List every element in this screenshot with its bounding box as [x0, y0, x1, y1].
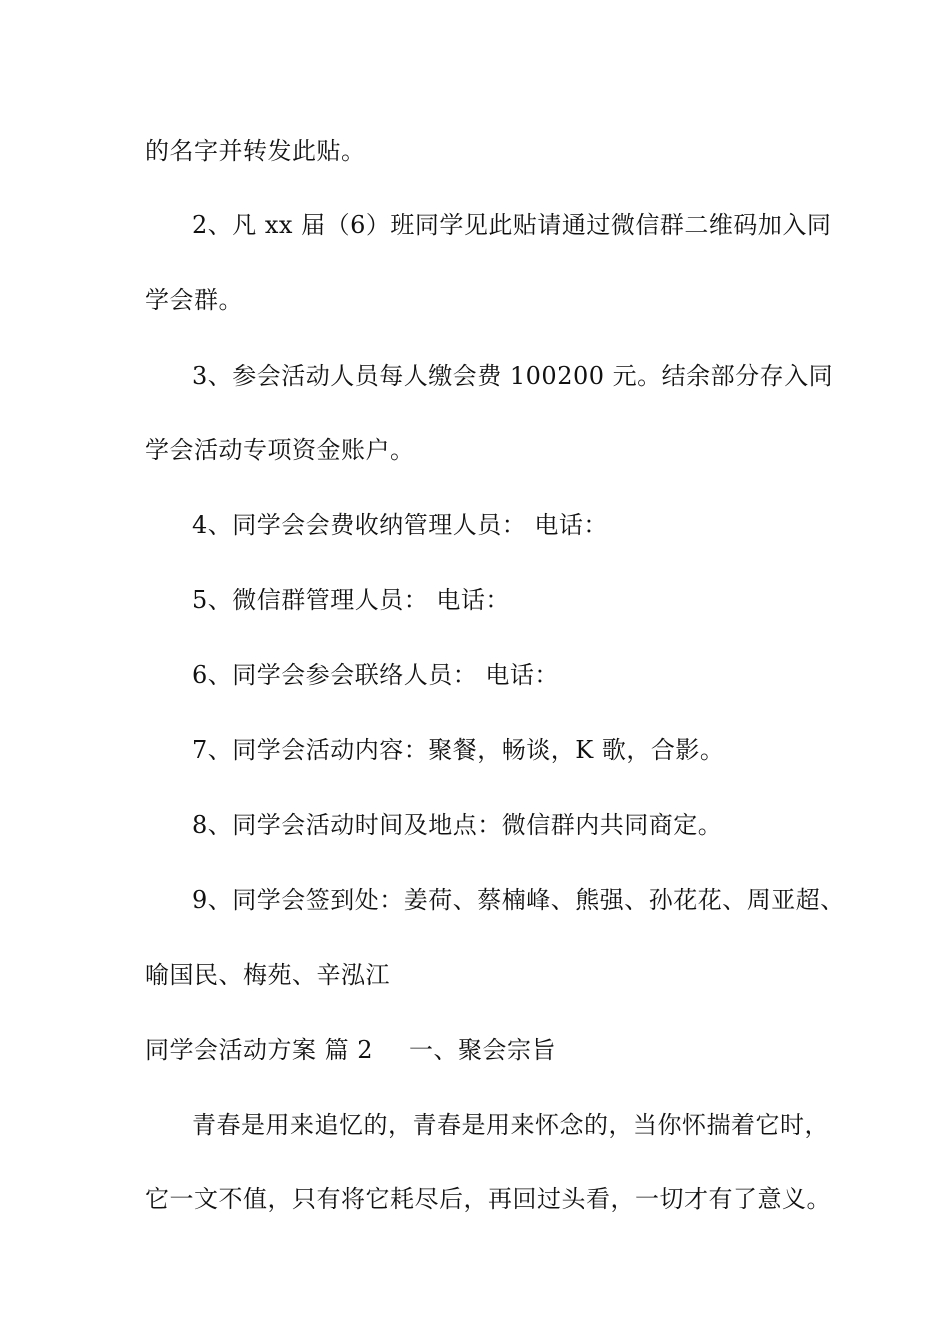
body-line: 7、同学会活动内容：聚餐，畅谈，K 歌，合影。	[192, 736, 725, 764]
body-line: 学会活动专项资金账户。	[145, 436, 415, 464]
body-line: 9、同学会签到处：姜荷、蔡楠峰、熊强、孙花花、周亚超、	[192, 886, 845, 914]
body-line: 5、微信群管理人员： 电话：	[192, 586, 510, 614]
body-line: 4、同学会会费收纳管理人员： 电话：	[192, 511, 608, 539]
body-line: 的名字并转发此贴。	[145, 137, 366, 165]
body-line: 青春是用来追忆的，青春是用来怀念的，当你怀揣着它时，	[192, 1111, 829, 1139]
body-line: 它一文不值，只有将它耗尽后，再回过头看，一切才有了意义。	[145, 1185, 831, 1213]
section-heading	[145, 1035, 556, 1065]
body-line: 3、参会活动人员每人缴会费 100200 元。结余部分存入同	[192, 362, 834, 390]
body-line: 2、凡 xx 届（6）班同学见此贴请通过微信群二维码加入同	[192, 211, 832, 239]
body-line: 喻国民、梅苑、辛泓江	[145, 961, 390, 989]
section-subheading: 一、聚会宗旨	[409, 1036, 557, 1064]
body-line: 8、同学会活动时间及地点：微信群内共同商定。	[192, 811, 723, 839]
section-title: 同学会活动方案 篇 2	[145, 1036, 374, 1064]
body-line: 学会群。	[145, 286, 243, 314]
body-line: 6、同学会参会联络人员： 电话：	[192, 661, 559, 689]
